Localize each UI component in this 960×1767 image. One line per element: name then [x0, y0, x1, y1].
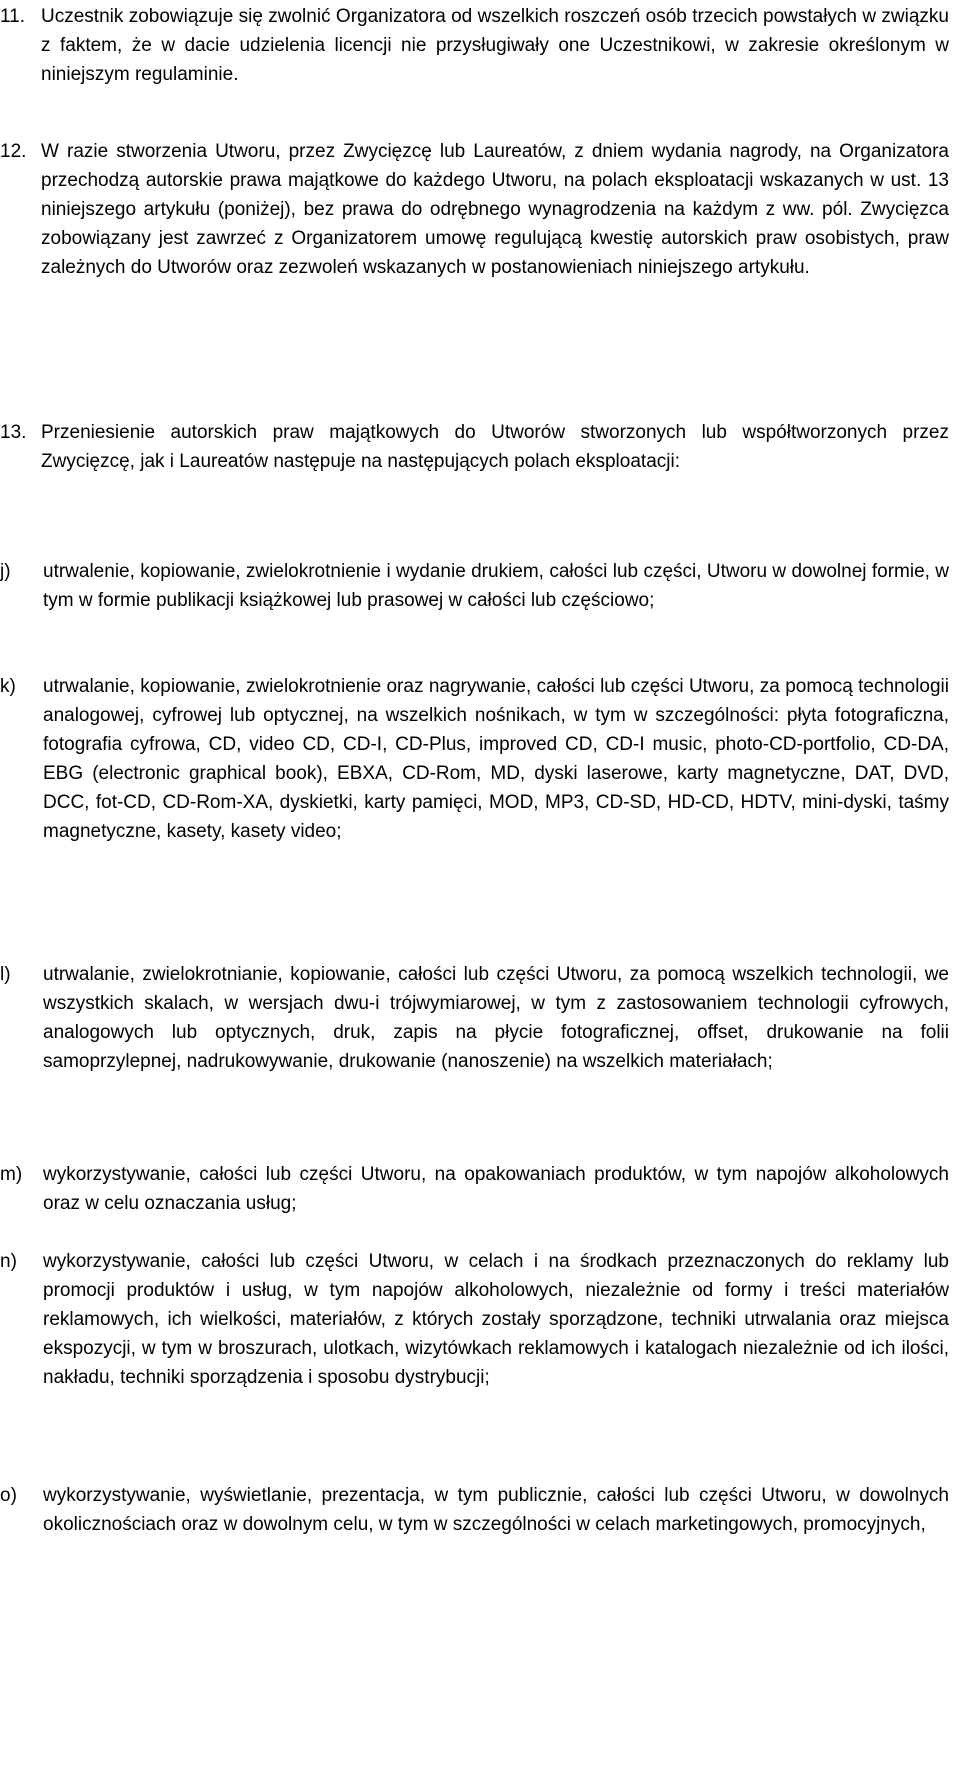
- paragraph-text: Przeniesienie autorskich praw majątkowych do Utworów stworzonych lub współtworzonych przez Zwycięzcę, jak i Laureatów następuje na następujących polach eksploatacji:: [41, 422, 949, 472]
- list-item-text: wykorzystywanie, całości lub części Utworu, w celach i na środkach przeznaczonych do reklamy lub promocji produktów i usług, w tym napojów alkoholowych, niezależnie od formy i treści materiałów reklamowych, ich wielkości, materiałów, z których zostały sporządzone, techniki utrwalania oraz miejsca ekspozycji, w tym w broszurach, ulotkach, wizytówkach reklamowych i katalogach niezależnie od ich ilości, nakładu, techniki sporządzenia i sposobu dystrybucji;: [43, 1251, 949, 1388]
- list-item-text: utrwalenie, kopiowanie, zwielokrotnienie i wydanie drukiem, całości lub części, Utworu w dowolnej formie, w tym w formie publikacji książkowej lub prasowej w całości lub częściowo;: [43, 561, 949, 611]
- list-item-text: wykorzystywanie, całości lub części Utworu, na opakowaniach produktów, w tym napojów alkoholowych oraz w celu oznaczania usług;: [43, 1164, 949, 1214]
- paragraph-number: 13.: [0, 422, 27, 443]
- list-item-marker: n): [0, 1251, 17, 1272]
- list-item-marker: o): [0, 1485, 17, 1506]
- paragraph-text: Uczestnik zobowiązuje się zwolnić Organizatora od wszelkich roszczeń osób trzecich powstałych w związku z faktem, że w dacie udzielenia licencji nie przysługiwały one Uczestnikowi, w zakresie określonym w niniejszym regulaminie.: [41, 6, 949, 85]
- list-item-marker: m): [0, 1164, 23, 1185]
- list-item-text: utrwalanie, kopiowanie, zwielokrotnienie oraz nagrywanie, całości lub części Utworu, za pomocą technologii analogowej, cyfrowej lub optycznej, na wszelkich nośnikach, w tym w szczególności: płyta fotograficzna, fotografia cyfrowa, CD, video CD, CD-I, CD-Plus, improved CD, CD-I music, photo-CD-portfolio, CD-DA, EBG (electronic graphical book), EBXA, CD-Rom, MD, dyski laserowe, karty magnetyczne, DAT, DVD, DCC, fot-CD, CD-Rom-XA, dyskietki, karty pamięci, MOD, MP3, CD-SD, HD-CD, HDTV, mini-dyski, taśmy magnetyczne, kasety, kasety video;: [43, 676, 949, 842]
- list-item-text: utrwalanie, zwielokrotnianie, kopiowanie, całości lub części Utworu, za pomocą wszelkich technologii, we wszystkich skalach, w wersjach dwu-i trójwymiarowej, w tym z zastosowaniem technologii cyfrowych, analogowych lub optycznych, druk, zapis na płycie fotograficznej, offset, drukowanie na folii samoprzylepnej, nadrukowywanie, drukowanie (nanoszenie) na wszelkich materiałach;: [43, 964, 949, 1072]
- paragraph-text: W razie stworzenia Utworu, przez Zwycięzcę lub Laureatów, z dniem wydania nagrody, na Organizatora przechodzą autorskie prawa majątkowe do każdego Utworu, na polach eksploatacji wskazanych w ust. 13 niniejszego artykułu (poniżej), bez prawa do odrębnego wynagrodzenia na każdym z ww. pól. Zwycięzca zobowiązany jest zawrzeć z Organizatorem umowę regulującą kwestię autorskich praw osobistych, praw zależnych do Utworów oraz zezwoleń wskazanych w postanowieniach niniejszego artykułu.: [41, 141, 949, 278]
- list-item-marker: l): [0, 964, 11, 985]
- paragraph-number: 12.: [0, 141, 27, 162]
- paragraph-number: 11.: [0, 6, 26, 27]
- list-item-text: wykorzystywanie, wyświetlanie, prezentacja, w tym publicznie, całości lub części Utworu, w dowolnych okolicznościach oraz w dowolnym celu, w tym w szczególności w celach marketingowych, promocyjnych,: [43, 1485, 949, 1535]
- list-item-marker: j): [0, 561, 11, 582]
- list-item-marker: k): [0, 676, 16, 697]
